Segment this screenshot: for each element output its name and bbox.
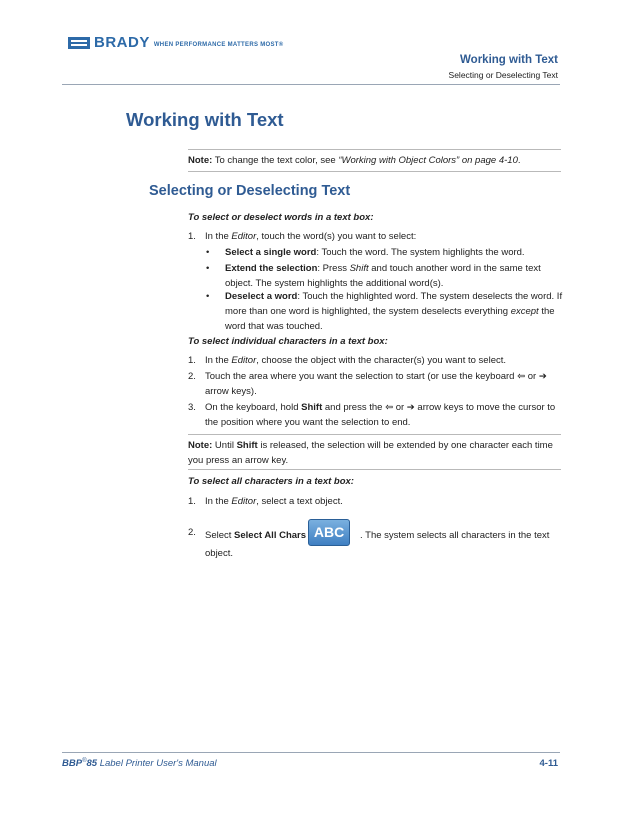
step-text: Select Select All Chars ABC . The system selects all characters in the text object. <box>205 525 550 561</box>
logo-tagline: WHEN PERFORMANCE MATTERS MOST® <box>153 42 284 48</box>
note-end: . <box>517 155 521 166</box>
procedure-heading-all-characters: To select all characters in a text box: <box>188 476 354 487</box>
note-text: To change the text color, see <box>212 155 339 166</box>
right-arrow-icon: ➔ <box>406 402 415 413</box>
procedure-heading-words: To select or deselect words in a text box: <box>188 212 374 223</box>
note-bottom-divider <box>188 171 561 172</box>
step-number: 2. <box>188 371 196 382</box>
bullet-text: Deselect a word: Touch the highlighted word. The system deselects the word. If more than one word is highlighted, the system deselects everything except the word that was touched. <box>225 291 563 332</box>
cross-reference-link[interactable]: “Working with Object Colors” on page 4-10 <box>338 155 518 166</box>
bullet-text: Extend the selection: Press Shift and touch another word in the same text object. The system highlights the additional word(s). <box>225 263 541 289</box>
step-text: In the Editor, select a text object. <box>205 496 343 507</box>
abc-button-icon: ABC <box>308 519 350 546</box>
step-text: In the Editor, touch the word(s) you want to select: <box>205 231 417 242</box>
step-number: 1. <box>188 355 196 366</box>
step-text: Touch the area where you want the selection to start (or use the keyboard ⇦ or ➔ arrow keys). <box>205 371 547 397</box>
header-divider <box>62 84 560 85</box>
right-arrow-icon: ➔ <box>538 371 547 382</box>
brady-logo-icon <box>68 37 90 49</box>
left-arrow-icon: ⇦ <box>385 402 394 413</box>
step-text: In the Editor, choose the object with the character(s) you want to select. <box>205 355 507 366</box>
editor-term: Editor <box>231 355 257 366</box>
editor-term: Editor <box>231 496 257 507</box>
footer-divider <box>62 752 560 753</box>
bullet-dot: • <box>206 247 210 258</box>
footer-manual-title: BBP®85 Label Printer User's Manual <box>62 758 217 770</box>
note-top-divider <box>188 434 561 435</box>
bullet-dot: • <box>206 291 210 302</box>
step-number: 3. <box>188 402 196 413</box>
step-number: 2. <box>188 527 196 538</box>
editor-term: Editor <box>231 231 257 242</box>
logo-brand: BRADY <box>94 34 150 51</box>
running-header-chapter: Working with Text <box>460 54 558 66</box>
left-arrow-icon: ⇦ <box>517 371 526 382</box>
procedure-heading-characters: To select individual characters in a text box: <box>188 336 388 347</box>
step-number: 1. <box>188 496 196 507</box>
running-header-section: Selecting or Deselecting Text <box>448 70 558 80</box>
note-label: Note: <box>188 155 213 166</box>
note-color <box>188 153 561 168</box>
bullet-dot: • <box>206 263 210 274</box>
brady-logo <box>68 35 283 51</box>
page-title: Working with Text <box>126 109 284 130</box>
section-title: Selecting or Deselecting Text <box>149 183 351 199</box>
step-text: On the keyboard, hold Shift and press the ⇦ or ➔ arrow keys to move the cursor to the position where you want the selection to end. <box>205 402 556 428</box>
note-bottom-divider <box>188 469 561 470</box>
note-shift: Note: Until Shift is released, the selection will be extended by one character each time you press an arrow key. <box>188 440 553 466</box>
note-top-divider <box>188 149 561 150</box>
bullet-text: Select a single word: Touch the word. The system highlights the word. <box>225 247 525 258</box>
step-number: 1. <box>188 231 196 242</box>
page-number: 4-11 <box>539 758 558 769</box>
note-label: Note: <box>188 440 213 451</box>
